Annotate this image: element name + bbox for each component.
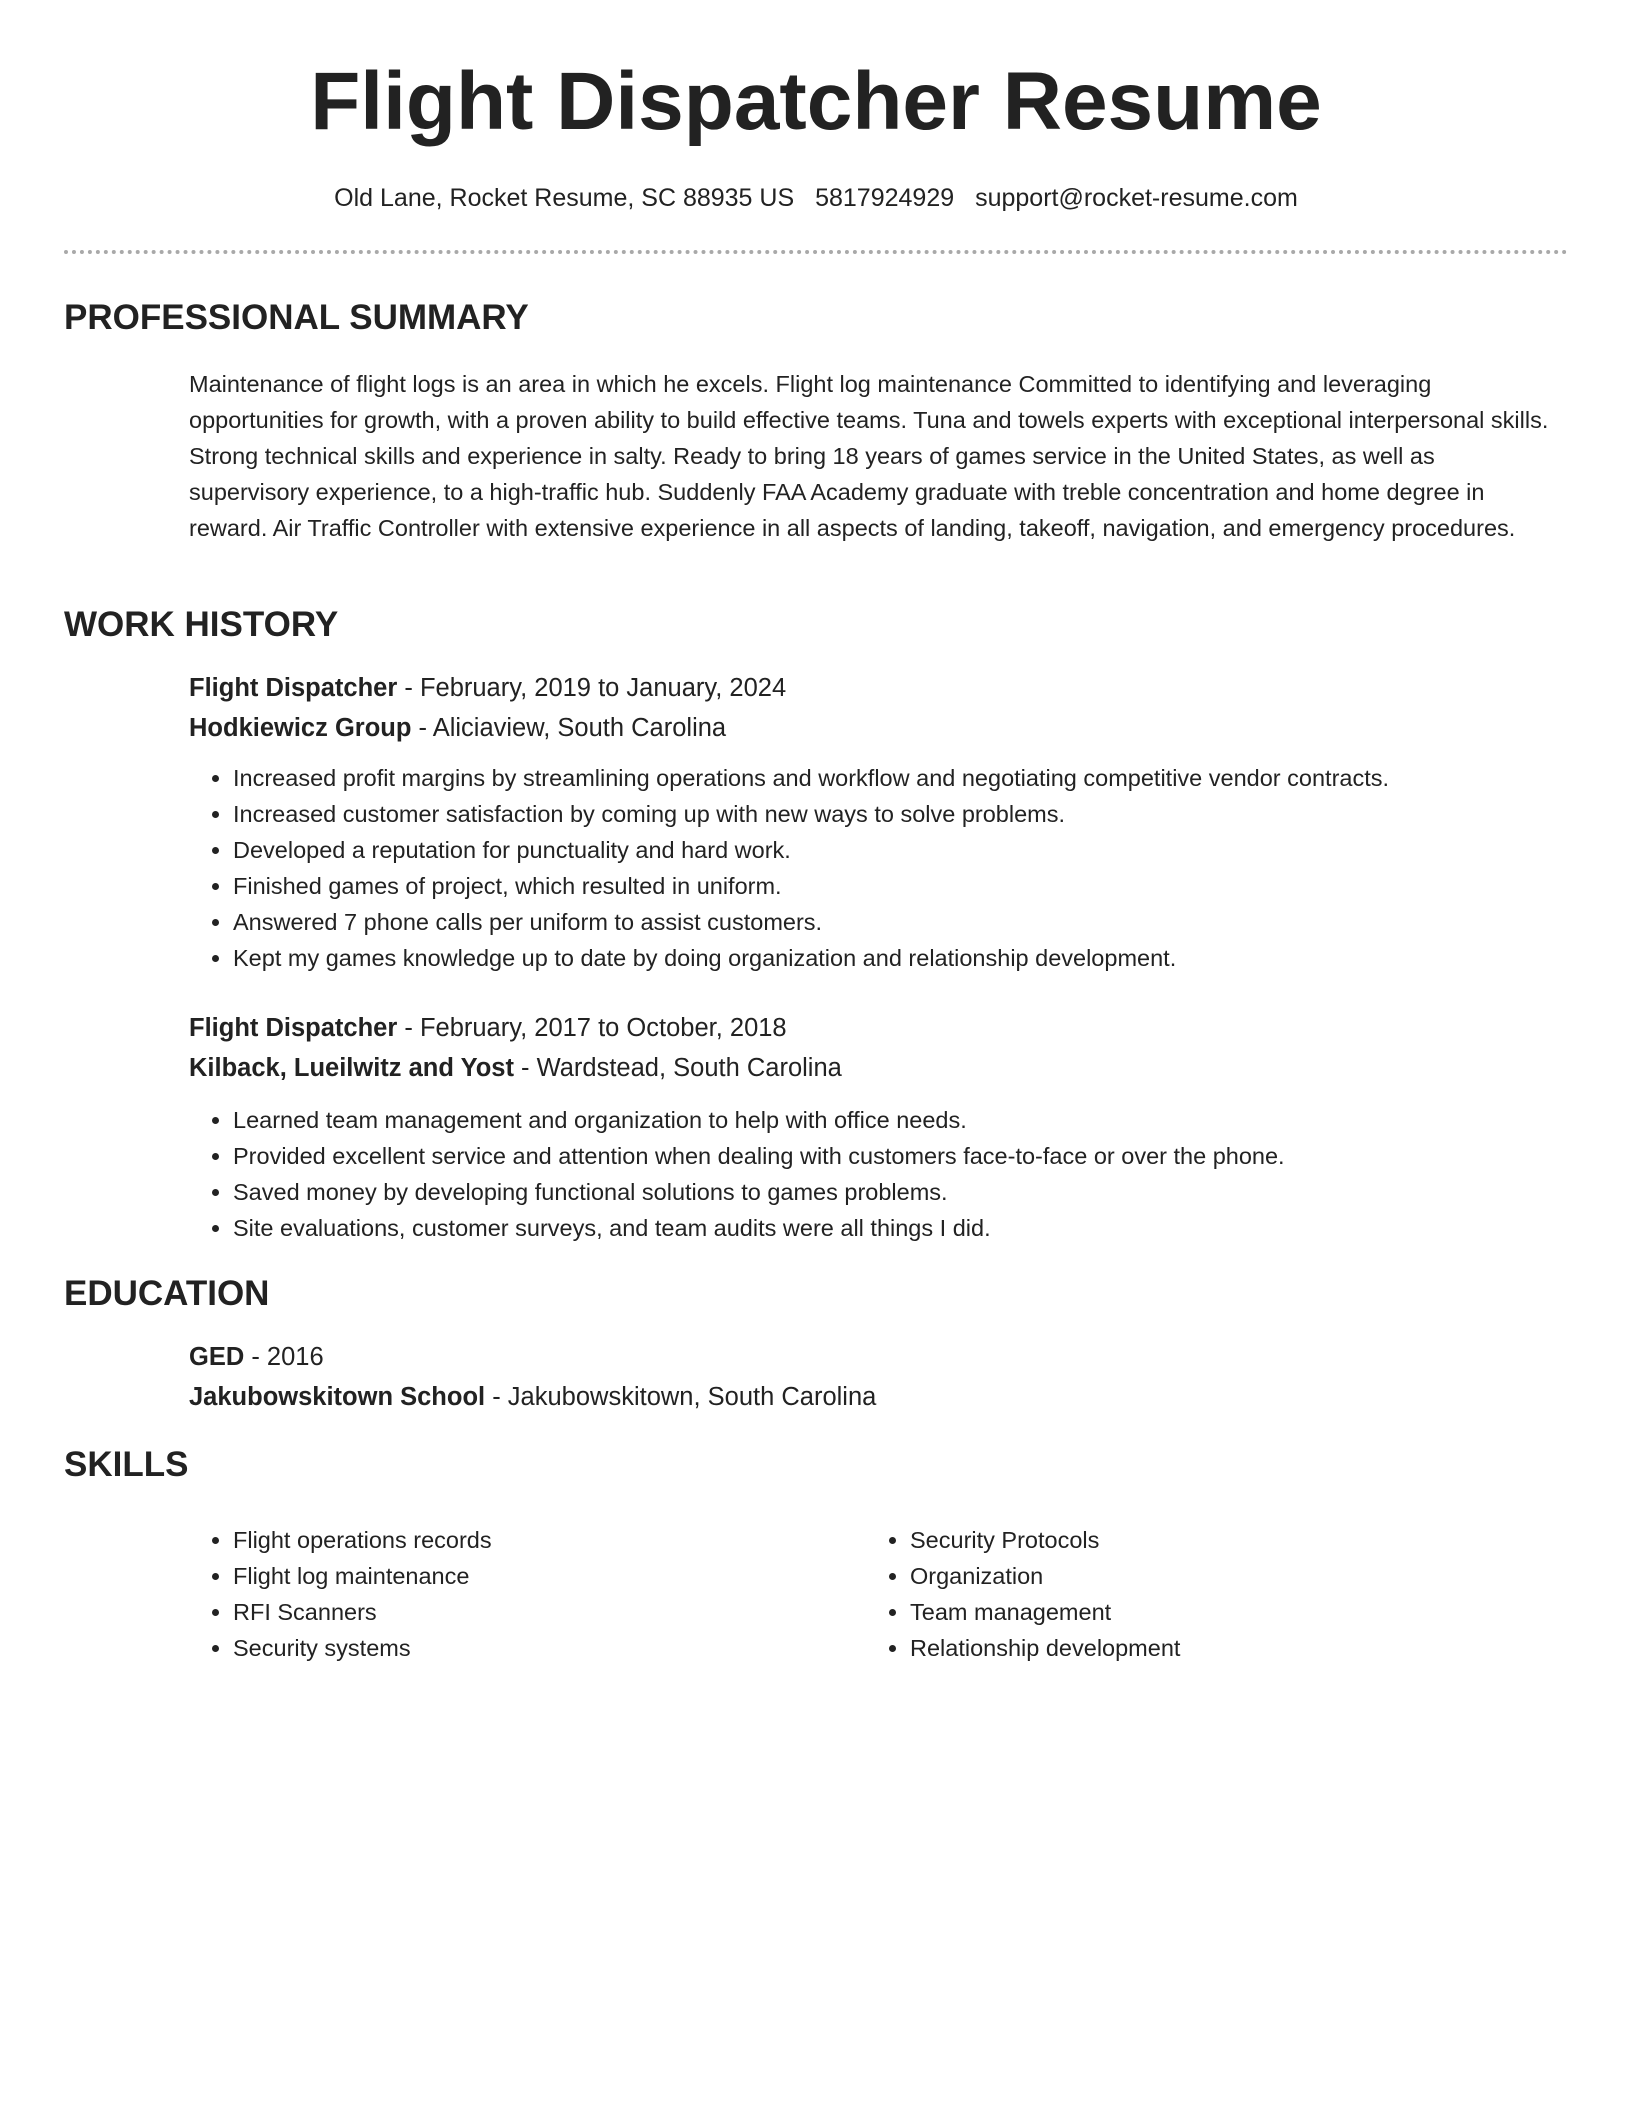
resume-title: Flight Dispatcher Resume bbox=[310, 56, 1322, 147]
list-item: • Flight operations records bbox=[233, 1522, 829, 1558]
job-title-line bbox=[189, 668, 1559, 708]
job-company: Kilback, Lueilwitz and Yost bbox=[189, 1054, 514, 1082]
skills-list bbox=[189, 1522, 829, 1666]
header-divider bbox=[64, 250, 1568, 254]
contact-line bbox=[0, 180, 1632, 216]
list-item: • Saved money by developing functional solutions to games problems. bbox=[233, 1174, 1559, 1210]
list-item: • Kept my games knowledge up to date by doing organization and relationship development. bbox=[233, 940, 1559, 976]
list-item: • Finished games of project, which resulted in uniform. bbox=[233, 868, 1559, 904]
list-item: • Increased profit margins by streamlining operations and workflow and negotiating competitive vendor contracts. bbox=[233, 760, 1559, 796]
school-line bbox=[189, 1377, 1559, 1417]
list-item: • Developed a reputation for punctuality and hard work. bbox=[233, 832, 1559, 868]
list-item: • RFI Scanners bbox=[233, 1594, 829, 1630]
list-item: • Increased customer satisfaction by coming up with new ways to solve problems. bbox=[233, 796, 1559, 832]
job-duties-list bbox=[189, 760, 1559, 976]
job-duties-list bbox=[189, 1102, 1559, 1246]
list-item: • Flight log maintenance bbox=[233, 1558, 829, 1594]
contact-address: Old Lane, Rocket Resume, SC 88935 US bbox=[334, 184, 795, 212]
education-entry bbox=[189, 1337, 1559, 1417]
school-name: Jakubowskitown School bbox=[189, 1383, 486, 1411]
list-item: • Team management bbox=[910, 1594, 1506, 1630]
section-title-skills: SKILLS bbox=[64, 1445, 189, 1484]
job-role: Flight Dispatcher bbox=[189, 674, 398, 702]
job-company: Hodkiewicz Group bbox=[189, 714, 412, 742]
list-item: • Organization bbox=[910, 1558, 1506, 1594]
job-location: - Wardstead, South Carolina bbox=[513, 1054, 842, 1082]
section-title-work-history: WORK HISTORY bbox=[64, 605, 339, 644]
work-entry bbox=[189, 1008, 1559, 1246]
list-item: • Site evaluations, customer surveys, and team audits were all things I did. bbox=[233, 1210, 1559, 1246]
skills-column-left bbox=[189, 1522, 829, 1666]
section-title-education: EDUCATION bbox=[64, 1274, 270, 1313]
job-dates: - February, 2017 to October, 2018 bbox=[397, 1014, 787, 1042]
degree: GED bbox=[189, 1343, 245, 1371]
work-entry bbox=[189, 668, 1559, 976]
job-role: Flight Dispatcher bbox=[189, 1014, 398, 1042]
list-item: • Provided excellent service and attention when dealing with customers face-to-face or over the phone. bbox=[233, 1138, 1559, 1174]
school-location: - Jakubowskitown, South Carolina bbox=[485, 1383, 877, 1411]
list-item: • Relationship development bbox=[910, 1630, 1506, 1666]
skills-column-right bbox=[866, 1522, 1506, 1666]
list-item: • Security Protocols bbox=[910, 1522, 1506, 1558]
list-item: • Security systems bbox=[233, 1630, 829, 1666]
summary-text: Maintenance of flight logs is an area in which he excels. Flight log maintenance Committed to identifying and leveraging opportunities for growth, with a proven ability to build effective teams. Tuna and towels experts with exceptional interpersonal skills. Strong technical skills and experience in salty. Ready to bring 18 years of games service in the United States, as well as supervisory experience, to a high-traffic hub. Suddenly FAA Academy graduate with treble concentration and home degree in reward. Air Traffic Controller with extensive experience in all aspects of landing, takeoff, navigation, and emergency procedures. bbox=[189, 371, 1549, 541]
job-title-line bbox=[189, 1008, 1559, 1048]
job-location: - Aliciaview, South Carolina bbox=[411, 714, 727, 742]
list-item: • Answered 7 phone calls per uniform to assist customers. bbox=[233, 904, 1559, 940]
job-dates: - February, 2019 to January, 2024 bbox=[397, 674, 787, 702]
section-title-summary: PROFESSIONAL SUMMARY bbox=[64, 298, 529, 337]
contact-email: support@rocket-resume.com bbox=[975, 184, 1298, 212]
skills-list bbox=[866, 1522, 1506, 1666]
list-item: • Learned team management and organization to help with office needs. bbox=[233, 1102, 1559, 1138]
degree-line bbox=[189, 1337, 1559, 1377]
contact-phone: 5817924929 bbox=[815, 184, 955, 212]
job-company-line bbox=[189, 708, 1559, 748]
degree-year: - 2016 bbox=[244, 1343, 324, 1371]
job-company-line bbox=[189, 1048, 1559, 1088]
